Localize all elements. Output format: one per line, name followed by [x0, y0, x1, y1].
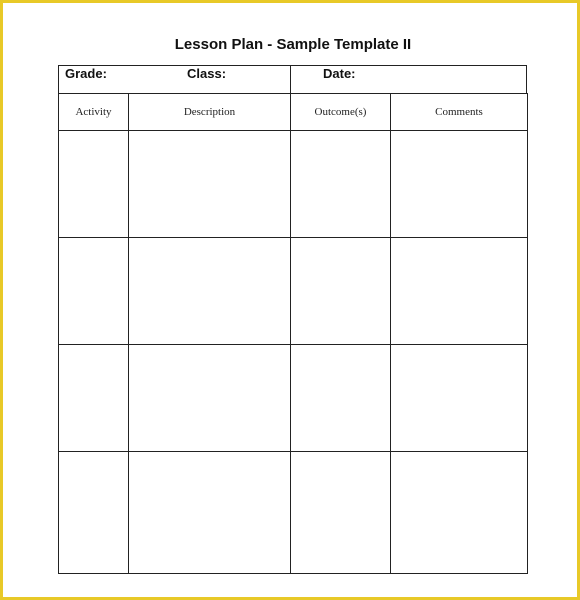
table-cell [391, 452, 528, 574]
info-row [58, 65, 527, 93]
table-cell [129, 452, 291, 574]
page-title: Lesson Plan - Sample Template II [174, 36, 412, 53]
date-label: Date: [323, 66, 356, 81]
table-row [59, 452, 528, 574]
table-cell [129, 238, 291, 345]
table-cell [391, 238, 528, 345]
grade-label: Grade: [65, 66, 107, 81]
table-cell [129, 345, 291, 452]
header-comments: Comments [391, 94, 528, 131]
table-cell [291, 345, 391, 452]
info-divider [290, 66, 291, 94]
table-cell [291, 131, 391, 238]
table-row [59, 238, 528, 345]
table-header-row [59, 94, 528, 131]
table-cell [129, 131, 291, 238]
header-activity: Activity [59, 94, 129, 131]
table-cell [59, 238, 129, 345]
table-cell [59, 345, 129, 452]
table-cell [291, 452, 391, 574]
table-row [59, 131, 528, 238]
header-description: Description [129, 94, 291, 131]
header-outcomes: Outcome(s) [291, 94, 391, 131]
table-cell [391, 131, 528, 238]
class-label: Class: [187, 66, 227, 81]
table-cell [291, 238, 391, 345]
table-cell [59, 452, 129, 574]
table-cell [391, 345, 528, 452]
table-row [59, 345, 528, 452]
lesson-table [58, 93, 528, 574]
table-cell [59, 131, 129, 238]
